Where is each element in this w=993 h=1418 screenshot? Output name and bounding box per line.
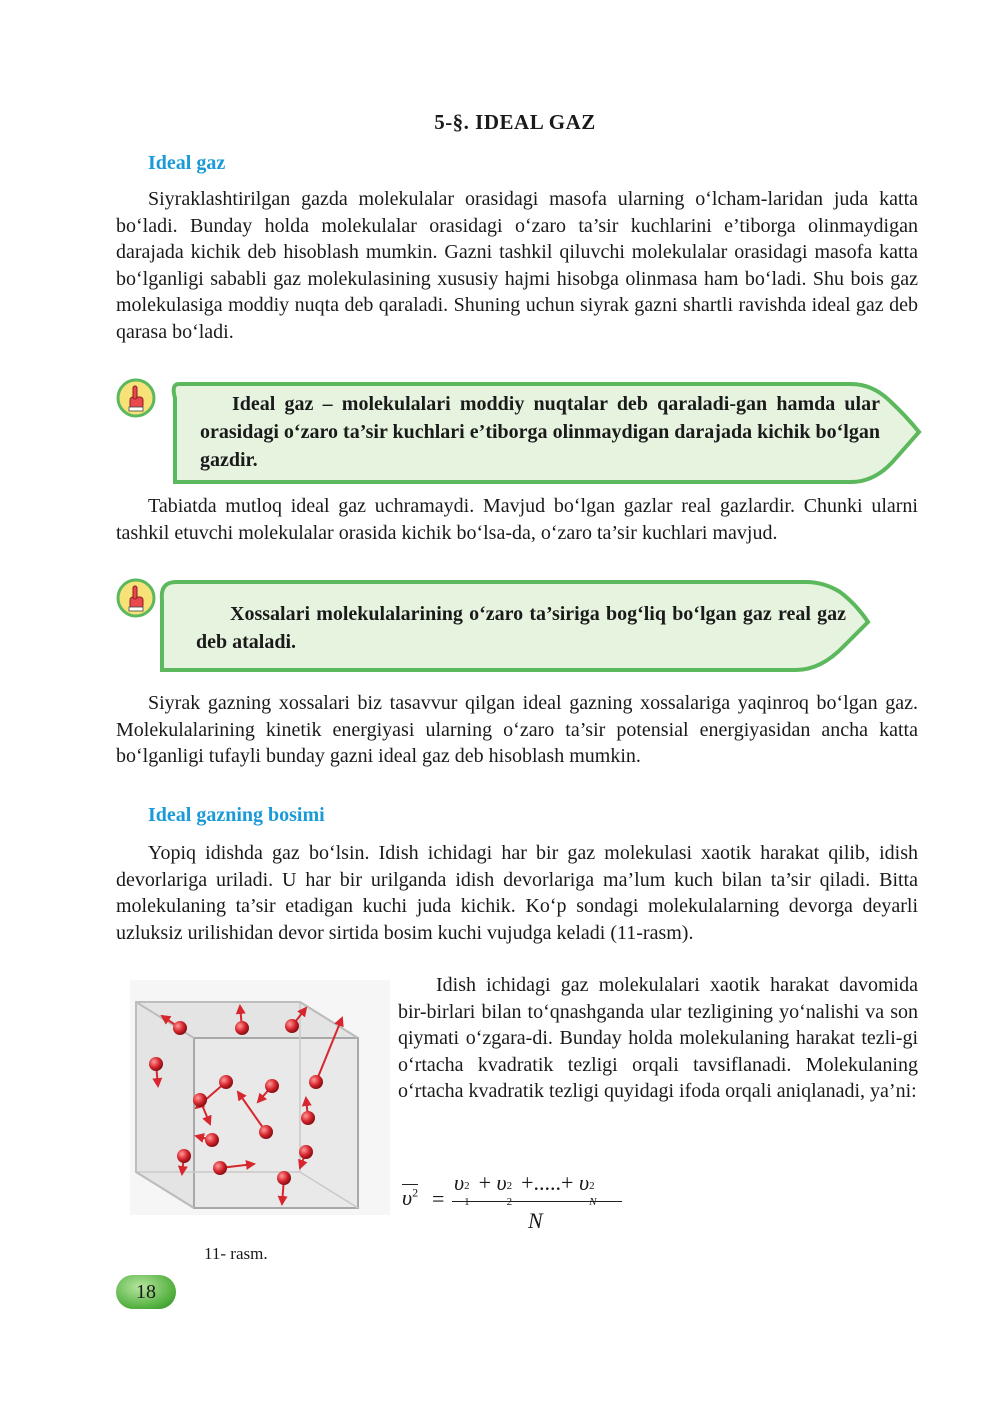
paragraph-2: Tabiatda mutloq ideal gaz uchramaydi. Mavjud bo‘lgan gazlar real gazlardir. Chunki ularni tashkil etuvchi molekulalar orasida kichik bo‘lsa-da, o‘zaro ta’sir kuchlari mavjud. [116,495,918,544]
paragraph-4: Yopiq idishda gaz bo‘lsin. Idish ichidagi har bir gaz molekulasi xaotik harakat qilib, idish devorlariga uriladi. U har bir urilganda idish devorlariga ma’lum kuch bilan ta’sir qiladi. Bitta molekulaning ta’sir etadigan kuchi juda kichik. Ko‘p sondagi molekulalarning devorga deyarli uzluksiz urilishidan devor sirtida bosim kuchi vujudga keladi (11-rasm). [116,842,918,944]
page-number: 18 [116,1275,176,1309]
paragraph-3: Siyrak gazning xossalari biz tasavvur qilgan ideal gazning xossalariga yaqinroq bo‘lgan gaz. Molekulalarining kinetik energiyasi ularning o‘zaro ta’sir potensial energiyasidan ancha katta bo‘lganligi tufayli bunday gazni ideal gaz deb hisoblash mumkin. [116,692,918,767]
molecule [299,1145,313,1159]
pointing-hand-icon [116,578,156,618]
molecule [309,1075,323,1089]
molecule [265,1079,279,1093]
molecule [285,1019,299,1033]
formula-fraction-bar [452,1201,622,1202]
formula-rms-velocity [400,1170,640,1240]
molecule [193,1093,207,1107]
figure-caption: 11- rasm. [204,1244,268,1263]
molecule [235,1021,249,1035]
molecule [177,1149,191,1163]
section-heading-ideal-gas: Ideal gaz [148,152,226,174]
figure-gas-molecules-cube [130,980,390,1215]
formula-equals: = [432,1186,445,1211]
molecule [219,1075,233,1089]
section-heading-pressure: Ideal gazning bosimi [148,804,325,826]
callout-real-gas-definition [116,578,876,674]
molecule [213,1161,227,1175]
pointing-hand-icon [116,378,156,418]
callout-ideal-gas-definition [116,378,922,490]
molecule [173,1021,187,1035]
molecule [205,1133,219,1147]
callout-2-text: Xossalari molekulalarining o‘zaro ta’siriga bog‘liq bo‘lgan gaz real gaz deb ataladi. [196,603,846,653]
molecule [259,1125,273,1139]
molecule [149,1057,163,1071]
formula-denominator: N [528,1208,543,1233]
molecule [277,1171,291,1185]
formula-numerator: υ 2 1 + υ 2 2 +.....+ υ 2 N [454,1170,597,1208]
paragraph-1: Siyraklashtirilgan gazda molekulalar orasidagi masofa ularning o‘lcham-laridan juda katta bo‘ladi. Bunday holda molekulalar orasidagi o‘zaro ta’sir kuchlarini e’tiborga olinmaydigan darajada kichik deb hisoblash mumkin. Gazni tashkil qiluvchi molekulalar orasidagi masofa katta bo‘lganligi sababli gaz molekulasining xususiy hajmi hisobga olinmasa ham bo‘ladi. Shu bois gaz molekulasiga moddiy nuqta deb qaraladi. Shuning uchun siyrak gazni shartli ravishda ideal gaz deb qarasa bo‘ladi. [116,188,918,343]
paragraph-5: Idish ichidagi gaz molekulalari xaotik harakat davomida bir-birlari bilan to‘qnashganda ular tezligining yo‘nalishi va son qiymati o‘zgara-di. Bunday holda molekulaning harakat tezli-gi o‘rtacha kvadratik tezligi orqali tavsiflanadi. Molekulaning o‘rtacha kvadratik tezligi quyidagi ifoda orqali aniqlanadi, ya’ni: [398,974,918,1102]
molecule [301,1111,315,1125]
formula-lhs: $\upsilon^2$ [402,1185,419,1210]
callout-1-text: Ideal gaz – molekulalari moddiy nuqtalar deb qaraladi-gan hamda ular orasidagi o‘zaro ta’sir kuchlari e’tiborga olinmaydigan darajada kichik bo‘lgan gazdir. [200,393,880,471]
page-title: 5-§. IDEAL GAZ [434,110,596,134]
